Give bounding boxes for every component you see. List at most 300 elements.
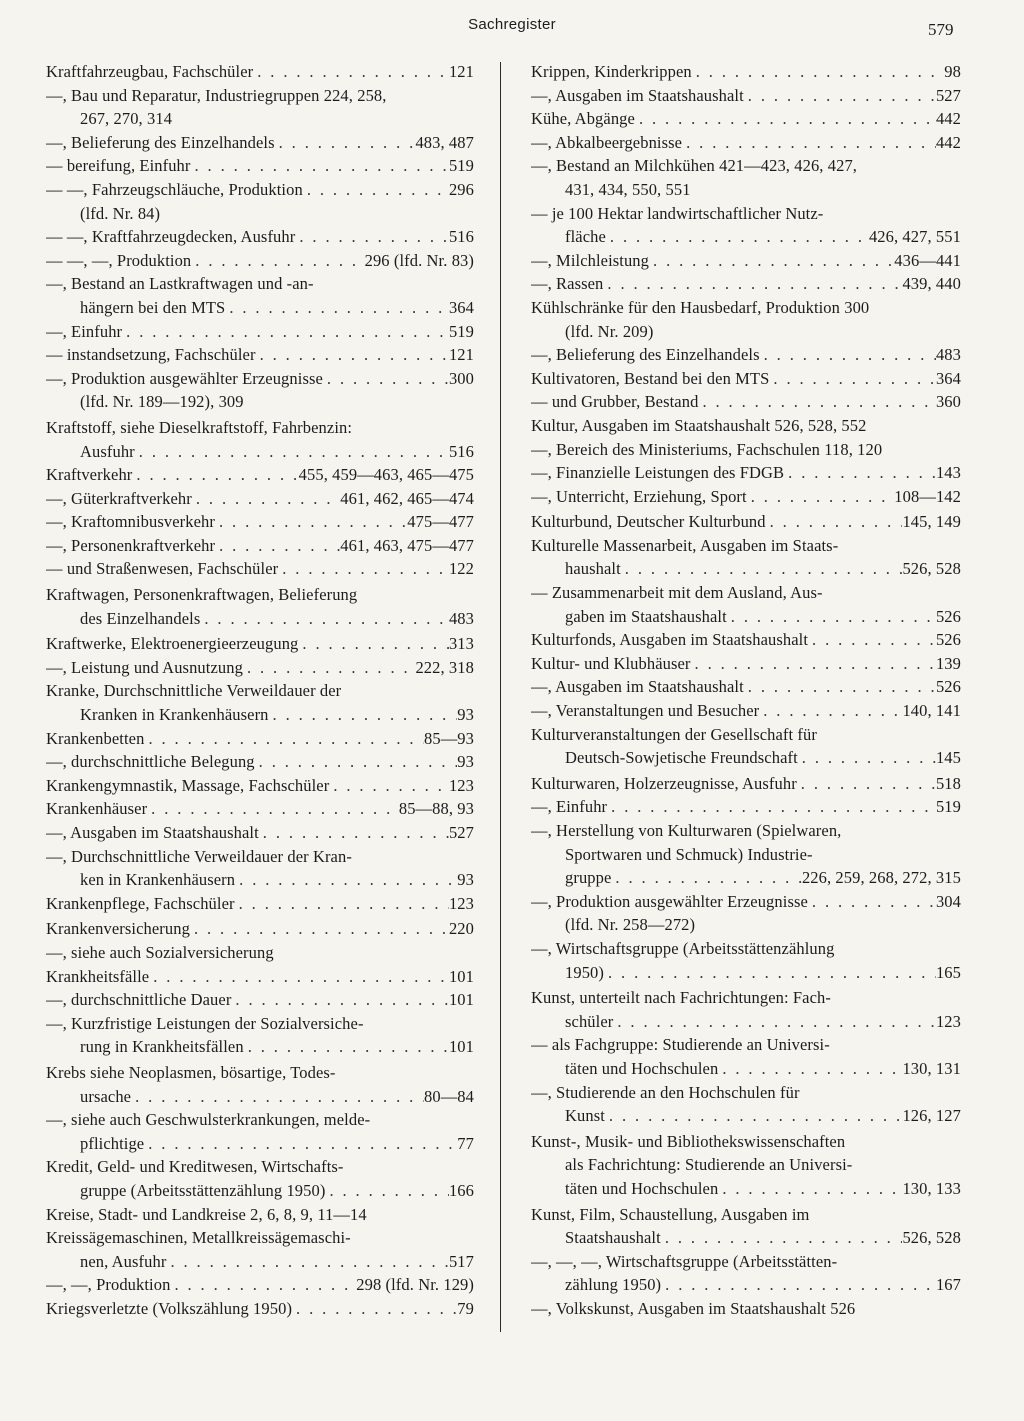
index-entry: [531, 485, 961, 509]
entry-term: Krankenhäuser: [46, 799, 148, 819]
dot-leader: [727, 605, 936, 629]
dot-leader: [231, 988, 449, 1012]
index-entry: [531, 1250, 961, 1274]
entry-term: —, Ausgaben im Staatshaushalt: [531, 85, 744, 105]
index-entry: [531, 343, 961, 367]
entry-term: Kunst, Film, Schaustellung, Ausgaben im: [531, 1204, 810, 1224]
dot-leader: [661, 1273, 936, 1297]
entry-pages: 526: [935, 606, 961, 626]
entry-term: —, Ausgaben im Staatshaushalt: [531, 677, 744, 697]
index-entry: [531, 1226, 961, 1250]
entry-term: Kreissägemaschinen, Metallkreissägemaschi-: [46, 1228, 351, 1248]
entry-pages: 483: [935, 345, 961, 365]
entry-term: Krankenbetten: [46, 728, 145, 748]
index-entry: [531, 154, 961, 178]
index-entry: [46, 679, 474, 703]
entry-pages: 461, 463, 475—477: [340, 535, 474, 555]
entry-pages: 518: [935, 773, 961, 793]
entry-term: Kulturveranstaltungen der Gesellschaft für: [531, 724, 817, 744]
entry-term: (lfd. Nr. 258—272): [565, 915, 696, 935]
index-entry: [46, 892, 474, 916]
entry-term: —, Belieferung des Einzelhandels: [46, 132, 275, 152]
index-entry: [46, 487, 474, 511]
dot-leader: [611, 866, 802, 890]
entry-term: (lfd. Nr. 84): [80, 203, 161, 223]
index-entry: [531, 699, 961, 723]
index-entry: [46, 107, 474, 131]
entry-term: täten und Hochschulen: [565, 1058, 719, 1078]
entry-term: Kühe, Abgänge: [531, 109, 635, 129]
entry-pages: 143: [935, 463, 961, 483]
dot-leader: [698, 390, 936, 414]
entry-term: Sportwaren und Schmuck) Industrie-: [565, 844, 813, 864]
entry-term: —, Herstellung von Kulturwaren (Spielwaren,: [531, 821, 842, 840]
dot-leader: [215, 510, 407, 534]
entry-pages: 526, 528: [902, 1228, 961, 1248]
entry-pages: 93: [457, 705, 474, 725]
dot-leader: [215, 534, 340, 558]
entry-term: fläche: [565, 227, 606, 247]
index-entry: [46, 965, 474, 989]
entry-term: —, Kraftomnibusverkehr: [46, 512, 215, 532]
dot-leader: [191, 154, 449, 178]
dot-leader: [808, 628, 936, 652]
entry-pages: 85—88, 93: [398, 799, 474, 819]
entry-pages: 526: [935, 677, 961, 697]
entry-term: Kulturbund, Deutscher Kulturbund: [531, 512, 766, 532]
entry-term: — —, Kraftfahrzeugdecken, Ausfuhr: [46, 227, 296, 247]
index-entry: [46, 607, 474, 631]
entry-pages: 527: [448, 823, 474, 842]
entry-term: — —, Fahrzeugschläuche, Produktion: [46, 179, 303, 199]
index-entry: [531, 1081, 961, 1105]
dot-leader: [269, 703, 458, 727]
dot-leader: [144, 1132, 457, 1156]
entry-term: —, Milchleistung: [531, 250, 650, 270]
entry-pages: 483: [448, 608, 474, 628]
index-entry: [46, 1085, 474, 1109]
dot-leader: [769, 367, 936, 391]
index-entry: [46, 463, 474, 487]
index-entry: [46, 84, 474, 108]
entry-term: —, Kurzfristige Leistungen der Sozialversiche-: [46, 1013, 364, 1033]
index-entry: [46, 868, 474, 892]
entry-term: Kulturfonds, Ausgaben im Staatshaushalt: [531, 630, 809, 650]
entry-term: —, Wirtschaftsgruppe (Arbeitsstättenzählung: [531, 938, 835, 958]
index-entry: [531, 1273, 961, 1297]
entry-term: gruppe: [565, 868, 612, 888]
entry-pages: 145: [935, 748, 961, 768]
entry-term: Kraftwerke, Elektroenergieerzeugung: [46, 634, 299, 654]
dot-leader: [325, 1179, 449, 1203]
index-entry: [531, 772, 961, 796]
entry-term: —, Veranstaltungen und Besucher: [531, 701, 760, 721]
index-entry: [46, 296, 474, 320]
entry-term: Krankheitsfälle: [46, 966, 150, 986]
entry-term: ken in Krankenhäusern: [80, 870, 236, 890]
page-title: Sachregister: [468, 16, 556, 33]
dot-leader: [329, 774, 449, 798]
entry-pages: 166: [448, 1180, 474, 1200]
dot-leader: [278, 557, 449, 581]
entry-pages: 439, 440: [902, 274, 961, 294]
index-entry: [46, 821, 474, 845]
entry-term: Kraftfahrzeugbau, Fachschüler: [46, 62, 254, 81]
entry-pages: 93: [457, 870, 474, 890]
entry-pages: 123: [448, 893, 474, 913]
entry-term: —, Rassen: [531, 274, 604, 294]
dot-leader: [131, 1085, 424, 1109]
index-entry: [531, 675, 961, 699]
dot-leader: [149, 965, 449, 989]
entry-term: —, Belieferung des Einzelhandels: [531, 345, 760, 365]
entry-term: gaben im Staatshaushalt: [565, 606, 727, 626]
index-entry: [46, 1061, 474, 1085]
entry-term: Krankenpflege, Fachschüler: [46, 893, 235, 913]
dot-leader: [190, 917, 449, 941]
index-entry: [46, 557, 474, 581]
dot-leader: [292, 1297, 457, 1321]
index-entry: [531, 84, 961, 108]
entry-term: —, Güterkraftverkehr: [46, 488, 192, 508]
index-entry: [46, 343, 474, 367]
entry-pages: 364: [448, 297, 474, 317]
entry-pages: 126, 127: [902, 1106, 961, 1126]
dot-leader: [192, 487, 340, 511]
entry-term: haushalt: [565, 559, 621, 579]
dot-leader: [661, 1226, 903, 1250]
entry-pages: 101: [448, 966, 474, 986]
index-entry: [46, 416, 474, 440]
index-entry: [531, 961, 961, 985]
index-entry: [531, 866, 961, 890]
entry-pages: 101: [448, 1037, 474, 1057]
entry-term: Krankenversicherung: [46, 919, 190, 939]
entry-term: —, Produktion ausgewählter Erzeugnisse: [46, 368, 323, 388]
dot-leader: [144, 727, 424, 751]
dot-leader: [259, 821, 449, 845]
index-entry: [46, 272, 474, 296]
dot-leader: [605, 1104, 903, 1128]
column-divider: [500, 62, 501, 1332]
index-entry: [46, 941, 474, 965]
entry-term: Kultur, Ausgaben im Staatshaushalt 526, 528, 552: [531, 415, 867, 435]
dot-leader: [603, 272, 902, 296]
index-entry: [46, 1035, 474, 1059]
index-entry: [531, 795, 961, 819]
dot-leader: [613, 1010, 936, 1034]
index-entry: [531, 557, 961, 581]
entry-pages: 98: [944, 62, 961, 81]
index-entry: [46, 1179, 474, 1203]
index-entry: [46, 988, 474, 1012]
index-entry: [46, 632, 474, 656]
entry-term: —, siehe auch Geschwulsterkrankungen, melde-: [46, 1110, 371, 1130]
entry-term: Kraftstoff, siehe Dieselkraftstoff, Fahrbenzin:: [46, 417, 353, 437]
entry-term: —, Finanzielle Leistungen des FDGB: [531, 463, 785, 483]
entry-term: Krebs siehe Neoplasmen, bösartige, Todes-: [46, 1062, 336, 1082]
entry-pages: 526, 528: [902, 559, 961, 579]
entry-term: —, —, —, Wirtschaftsgruppe (Arbeitsstätten-: [531, 1251, 838, 1271]
entry-term: hängern bei den MTS: [80, 297, 226, 317]
entry-term: —, Bestand an Milchkühen 421—423, 426, 427,: [531, 156, 858, 176]
entry-pages: 519: [448, 156, 474, 176]
entry-term: —, Bestand an Lastkraftwagen und -an-: [46, 274, 314, 294]
entry-term: Krippen, Kinderkrippen: [531, 62, 692, 81]
entry-pages: 226, 259, 268, 272, 315: [801, 868, 961, 888]
dot-leader: [691, 652, 936, 676]
index-entry: [531, 178, 961, 202]
dot-leader: [649, 249, 894, 273]
index-entry: [46, 1108, 474, 1132]
entry-term: Kultivatoren, Bestand bei den MTS: [531, 368, 770, 388]
dot-leader: [692, 60, 945, 84]
entry-pages: 167: [935, 1275, 961, 1295]
entry-term: — —, —, Produktion: [46, 250, 192, 270]
entry-pages: 165: [935, 962, 961, 982]
entry-pages: 296 (lfd. Nr. 83): [364, 250, 474, 270]
dot-leader: [604, 961, 936, 985]
dot-leader: [606, 225, 869, 249]
entry-term: — und Straßenwesen, Fachschüler: [46, 559, 279, 579]
index-column-right: [531, 60, 961, 1320]
index-entry: [46, 225, 474, 249]
index-entry: [46, 534, 474, 558]
entry-pages: 80—84: [424, 1086, 474, 1106]
dot-leader: [132, 463, 298, 487]
entry-term: gruppe (Arbeitsstättenzählung 1950): [80, 1180, 326, 1200]
index-entry: [46, 202, 474, 226]
dot-leader: [235, 892, 449, 916]
entry-pages: 304: [935, 891, 961, 911]
dot-leader: [303, 178, 449, 202]
entry-pages: 360: [935, 392, 961, 412]
entry-term: —, Durchschnittliche Verweildauer der Kran-: [46, 846, 352, 866]
entry-pages: 436—441: [894, 250, 961, 270]
entry-term: Kunst-, Musik- und Bibliothekswissenschaften: [531, 1131, 846, 1151]
entry-term: —, Leistung und Ausnutzung: [46, 657, 243, 677]
entry-term: — als Fachgruppe: Studierende an Universi-: [531, 1035, 830, 1055]
index-entry: [46, 583, 474, 607]
entry-term: — bereifung, Einfuhr: [46, 156, 191, 176]
index-entry: [531, 628, 961, 652]
entry-term: als Fachrichtung: Studierende an Universi-: [565, 1155, 853, 1175]
entry-term: (lfd. Nr. 189—192), 309: [80, 392, 244, 412]
index-entry: [531, 890, 961, 914]
entry-pages: 519: [448, 321, 474, 341]
dot-leader: [170, 1273, 356, 1297]
entry-pages: 108—142: [894, 486, 961, 506]
dot-leader: [798, 746, 936, 770]
index-entry: [531, 60, 961, 84]
entry-pages: 77: [457, 1133, 474, 1153]
dot-leader: [235, 868, 457, 892]
index-entry: [531, 1104, 961, 1128]
entry-term: Kultur- und Klubhäuser: [531, 653, 691, 673]
index-entry: [531, 225, 961, 249]
index-entry: [531, 320, 961, 344]
entry-term: ursache: [80, 1086, 132, 1106]
index-entry: [531, 1297, 961, 1321]
entry-term: Staatshaushalt: [565, 1228, 661, 1248]
index-entry: [531, 414, 961, 438]
index-entry: [531, 1057, 961, 1081]
entry-term: —, Einfuhr: [46, 321, 123, 341]
entry-term: —, Ausgaben im Staatshaushalt: [46, 823, 259, 842]
entry-term: —, Bereich des Ministeriums, Fachschulen 118, 120: [531, 439, 883, 459]
index-entry: [531, 272, 961, 296]
index-entry: [46, 320, 474, 344]
index-entry: [46, 440, 474, 464]
index-entry: [531, 843, 961, 867]
index-entry: [531, 605, 961, 629]
entry-pages: 123: [935, 1011, 961, 1031]
entry-pages: 364: [935, 368, 961, 388]
index-entry: [46, 1155, 474, 1179]
entry-pages: 121: [448, 62, 474, 81]
entry-term: (lfd. Nr. 209): [565, 321, 654, 341]
index-entry: [46, 1297, 474, 1321]
index-entry: [46, 1273, 474, 1297]
entry-term: Kraftwagen, Personenkraftwagen, Belieferung: [46, 585, 358, 605]
entry-pages: 101: [448, 990, 474, 1010]
dot-leader: [323, 367, 449, 391]
entry-term: schüler: [565, 1011, 614, 1031]
entry-pages: 442: [935, 132, 961, 152]
index-entry: [46, 390, 474, 414]
index-entry: [46, 656, 474, 680]
index-entry: [46, 249, 474, 273]
entry-term: —, durchschnittliche Dauer: [46, 990, 232, 1010]
dot-leader: [135, 440, 449, 464]
entry-pages: 130, 133: [902, 1178, 961, 1198]
entry-pages: 527: [935, 85, 961, 105]
index-entry: [531, 1203, 961, 1227]
index-entry: [46, 131, 474, 155]
index-entry: [531, 367, 961, 391]
index-entry: [46, 750, 474, 774]
entry-pages: 85—93: [424, 728, 474, 748]
entry-term: —, Personenkraftverkehr: [46, 535, 216, 555]
entry-pages: 122: [448, 559, 474, 579]
entry-term: —, Einfuhr: [531, 797, 608, 817]
entry-term: 267, 270, 314: [80, 109, 173, 129]
index-column-left: [46, 60, 474, 1320]
entry-term: 1950): [565, 962, 604, 982]
entry-pages: 139: [935, 653, 961, 673]
entry-pages: 516: [448, 441, 474, 461]
dot-leader: [744, 675, 936, 699]
index-entry: [531, 937, 961, 961]
entry-term: — und Grubber, Bestand: [531, 392, 699, 412]
dot-leader: [797, 772, 936, 796]
index-entry: [531, 510, 961, 534]
index-entry: [531, 534, 961, 558]
dot-leader: [191, 249, 364, 273]
entry-pages: 461, 462, 465—474: [340, 488, 474, 508]
index-entry: [46, 154, 474, 178]
entry-pages: 442: [935, 109, 961, 129]
entry-term: Kühlschränke für den Hausbedarf, Produktion 300: [531, 297, 870, 317]
entry-term: Kulturwaren, Holzerzeugnisse, Ausfuhr: [531, 773, 797, 793]
index-entry: [46, 1250, 474, 1274]
index-entry: [531, 652, 961, 676]
dot-leader: [759, 699, 902, 723]
entry-term: —, Studierende an den Hochschulen für: [531, 1082, 800, 1102]
dot-leader: [256, 343, 449, 367]
entry-pages: 483, 487: [415, 132, 474, 152]
dot-leader: [808, 890, 936, 914]
entry-term: zählung 1950): [565, 1275, 662, 1295]
index-entry: [531, 581, 961, 605]
dot-leader: [635, 107, 936, 131]
entry-term: Kunst, unterteilt nach Fachrichtungen: Fach-: [531, 988, 831, 1008]
entry-term: nen, Ausfuhr: [80, 1251, 167, 1271]
entry-pages: 140, 141: [902, 701, 961, 721]
dot-leader: [147, 797, 399, 821]
entry-term: —, Produktion ausgewählter Erzeugnisse: [531, 891, 808, 911]
index-entry: [531, 746, 961, 770]
index-entry: [531, 1033, 961, 1057]
entry-pages: 93: [457, 752, 474, 772]
entry-term: rung in Krankheitsfällen: [80, 1037, 244, 1057]
index-entry: [46, 845, 474, 869]
index-entry: [46, 1012, 474, 1036]
entry-term: —, durchschnittliche Belegung: [46, 752, 255, 772]
entry-term: —, Volkskunst, Ausgaben im Staatshaushalt 526: [531, 1298, 856, 1318]
entry-pages: 298 (lfd. Nr. 129): [356, 1275, 474, 1295]
index-entry: [531, 913, 961, 937]
dot-leader: [607, 795, 936, 819]
entry-term: —, Unterricht, Erziehung, Sport: [531, 486, 747, 506]
entry-term: Ausfuhr: [80, 441, 135, 461]
index-entry: [46, 703, 474, 727]
index-entry: [46, 510, 474, 534]
dot-leader: [200, 607, 449, 631]
dot-leader: [122, 320, 449, 344]
index-entry: [531, 296, 961, 320]
entry-term: — Zusammenarbeit mit dem Ausland, Aus-: [531, 583, 823, 603]
dot-leader: [243, 656, 416, 680]
entry-term: —, siehe auch Sozialversicherung: [46, 942, 274, 962]
entry-pages: 455, 459—463, 465—475: [298, 465, 474, 485]
entry-pages: 145, 149: [902, 512, 961, 532]
index-entry: [46, 917, 474, 941]
dot-leader: [225, 296, 449, 320]
entry-term: Kraftverkehr: [46, 465, 133, 485]
index-entry: [46, 367, 474, 391]
entry-pages: 313: [448, 634, 474, 654]
page-number: 579: [928, 20, 954, 39]
index-entry: [531, 723, 961, 747]
entry-term: —, Bau und Reparatur, Industriegruppen 224, 258,: [46, 85, 387, 105]
entry-pages: 123: [448, 775, 474, 795]
entry-term: 431, 434, 550, 551: [565, 179, 691, 199]
entry-term: — instandsetzung, Fachschüler: [46, 345, 256, 365]
dot-leader: [244, 1035, 449, 1059]
entry-term: —, —, Produktion: [46, 1275, 171, 1295]
dot-leader: [253, 60, 449, 84]
index-entry: [46, 1132, 474, 1156]
entry-term: Kranke, Durchschnittliche Verweildauer der: [46, 681, 342, 701]
entry-term: täten und Hochschulen: [565, 1178, 719, 1198]
index-entry: [46, 60, 474, 84]
index-entry: [531, 1130, 961, 1154]
entry-pages: 426, 427, 551: [868, 227, 961, 247]
entry-pages: 526: [935, 630, 961, 650]
dot-leader: [166, 1250, 448, 1274]
entry-term: Krankengymnastik, Massage, Fachschüler: [46, 775, 330, 795]
